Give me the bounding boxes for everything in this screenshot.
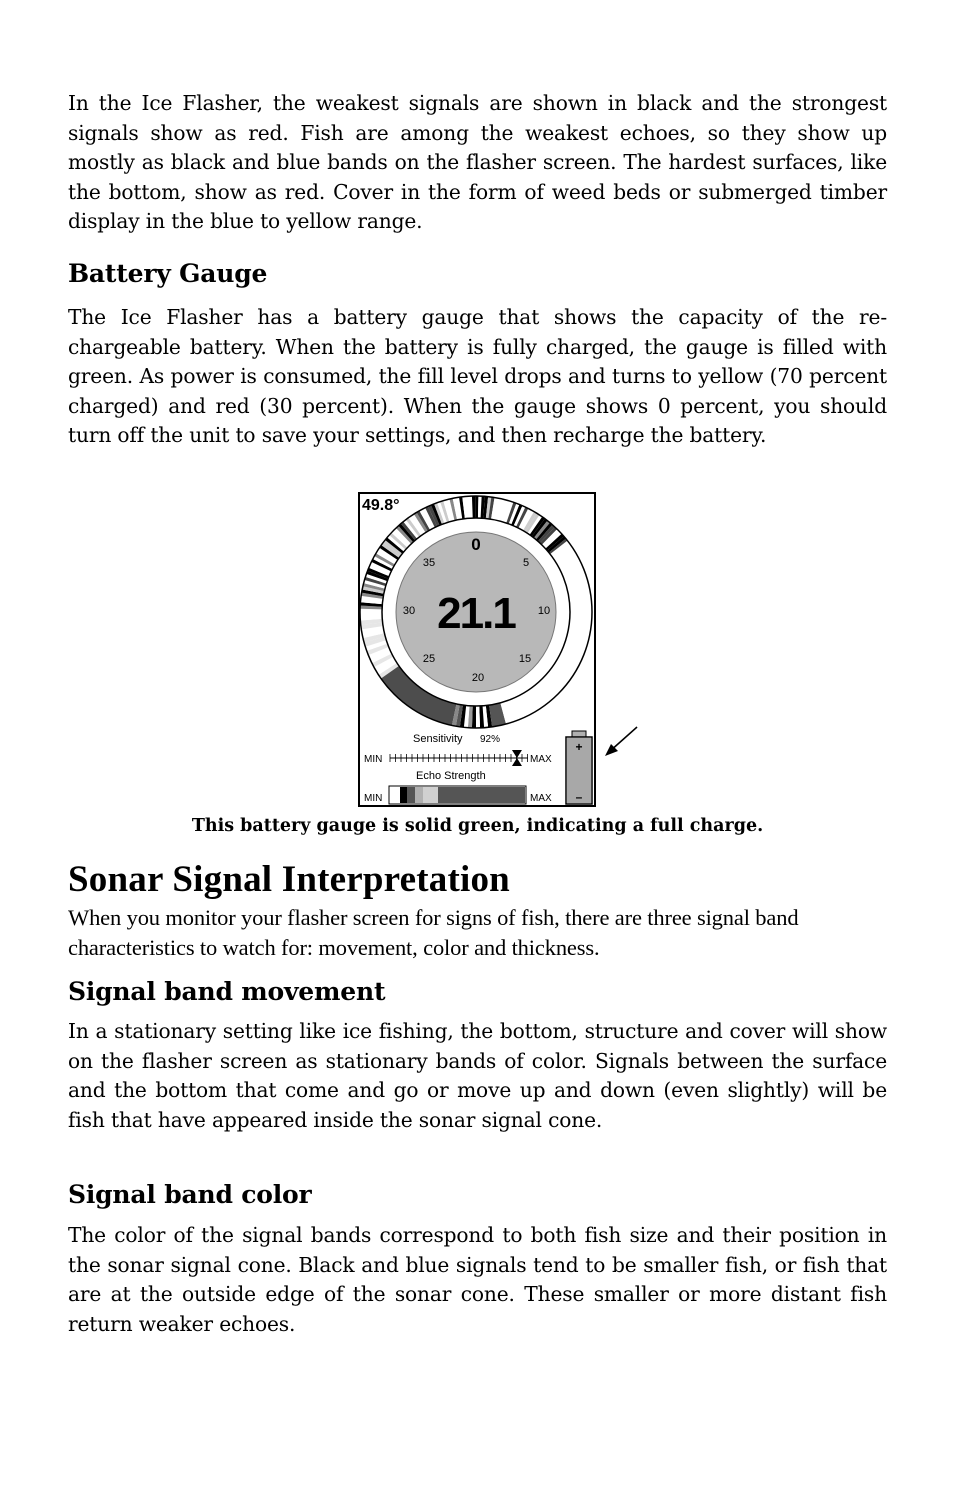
battery-plus-icon: + [575, 740, 583, 754]
movement-paragraph: In a stationary setting like ice fishing, the bottom, structure and cover will show on the flasher screen as stationary bands of color. Signals between the surface and the bottom that come and go or move up and down (even slightly) will be fish that have appeared inside the sonar signal cone. [68, 1019, 887, 1132]
dial-label-20: 20 [471, 672, 485, 684]
arrow-pointer-icon [603, 724, 639, 760]
echo-max-label: MAX [530, 793, 552, 804]
battery-gauge [566, 731, 592, 804]
flasher-screen-figure [358, 492, 598, 810]
dial-label-30: 30 [402, 605, 416, 617]
ring-segment [360, 612, 382, 616]
movement-heading: Signal band movement [68, 977, 386, 1006]
dial-label-10: 10 [537, 605, 551, 617]
sensitivity-value: 92% [480, 734, 501, 745]
battery-minus-icon: – [575, 790, 583, 804]
sensitivity-min-label: MIN [364, 754, 383, 765]
color-paragraph: The color of the signal bands correspond to both fish size and their position in the sonar signal cone. Black and blue signals tend to be smaller fish, or fish that are at the outside edge of the sonar cone. These smaller or more distant fish return weaker echoes. [68, 1223, 887, 1336]
battery-gauge-heading: Battery Gauge [68, 259, 268, 288]
sonar-paragraph: When you monitor your flasher screen for signs of fish, there are three signal band characteristics to watch for: movement, color and thickness. [68, 905, 799, 960]
ring-segment [475, 496, 478, 518]
sonar-heading: Sonar Signal Interpretation [68, 859, 510, 900]
sensitivity-max-label: MAX [530, 754, 552, 765]
echo-strength-bar [389, 786, 526, 804]
sensitivity-label: Sensitivity [413, 733, 463, 745]
figure-caption: This battery gauge is solid green, indicating a full charge. [191, 816, 764, 836]
dial-label-35: 35 [422, 557, 436, 569]
dial-label-0: 0 [471, 535, 481, 554]
battery-gauge-paragraph: The Ice Flasher has a battery gauge that shows the capacity of the re-chargeable battery. When the battery is fully charged, the gauge is filled with green. As power is consumed, the fill level drops and turns to yellow (70 percent charged) and red (30 percent). When the gauge shows 0 percent, you should turn off the unit to save your settings, and then recharge the battery. [68, 305, 887, 447]
dial-label-5: 5 [522, 557, 530, 569]
temperature-readout: 49.8° [362, 497, 400, 514]
dial-label-15: 15 [518, 653, 532, 665]
dial-label-25: 25 [422, 653, 436, 665]
depth-readout: 21.1 [437, 589, 515, 638]
color-heading: Signal band color [68, 1180, 312, 1209]
echo-min-label: MIN [364, 793, 383, 804]
echo-strength-label: Echo Strength [416, 770, 486, 782]
intro-paragraph: In the Ice Flasher, the weakest signals are shown in black and the strongest signals show as red. Fish are among the weakest echoes, so they show up mostly as black and blue bands on the flasher screen. The hardest surfaces, like the bottom, show as red. Cover in the form of weed beds or submerged timber display in the blue to yellow range. [68, 91, 887, 233]
